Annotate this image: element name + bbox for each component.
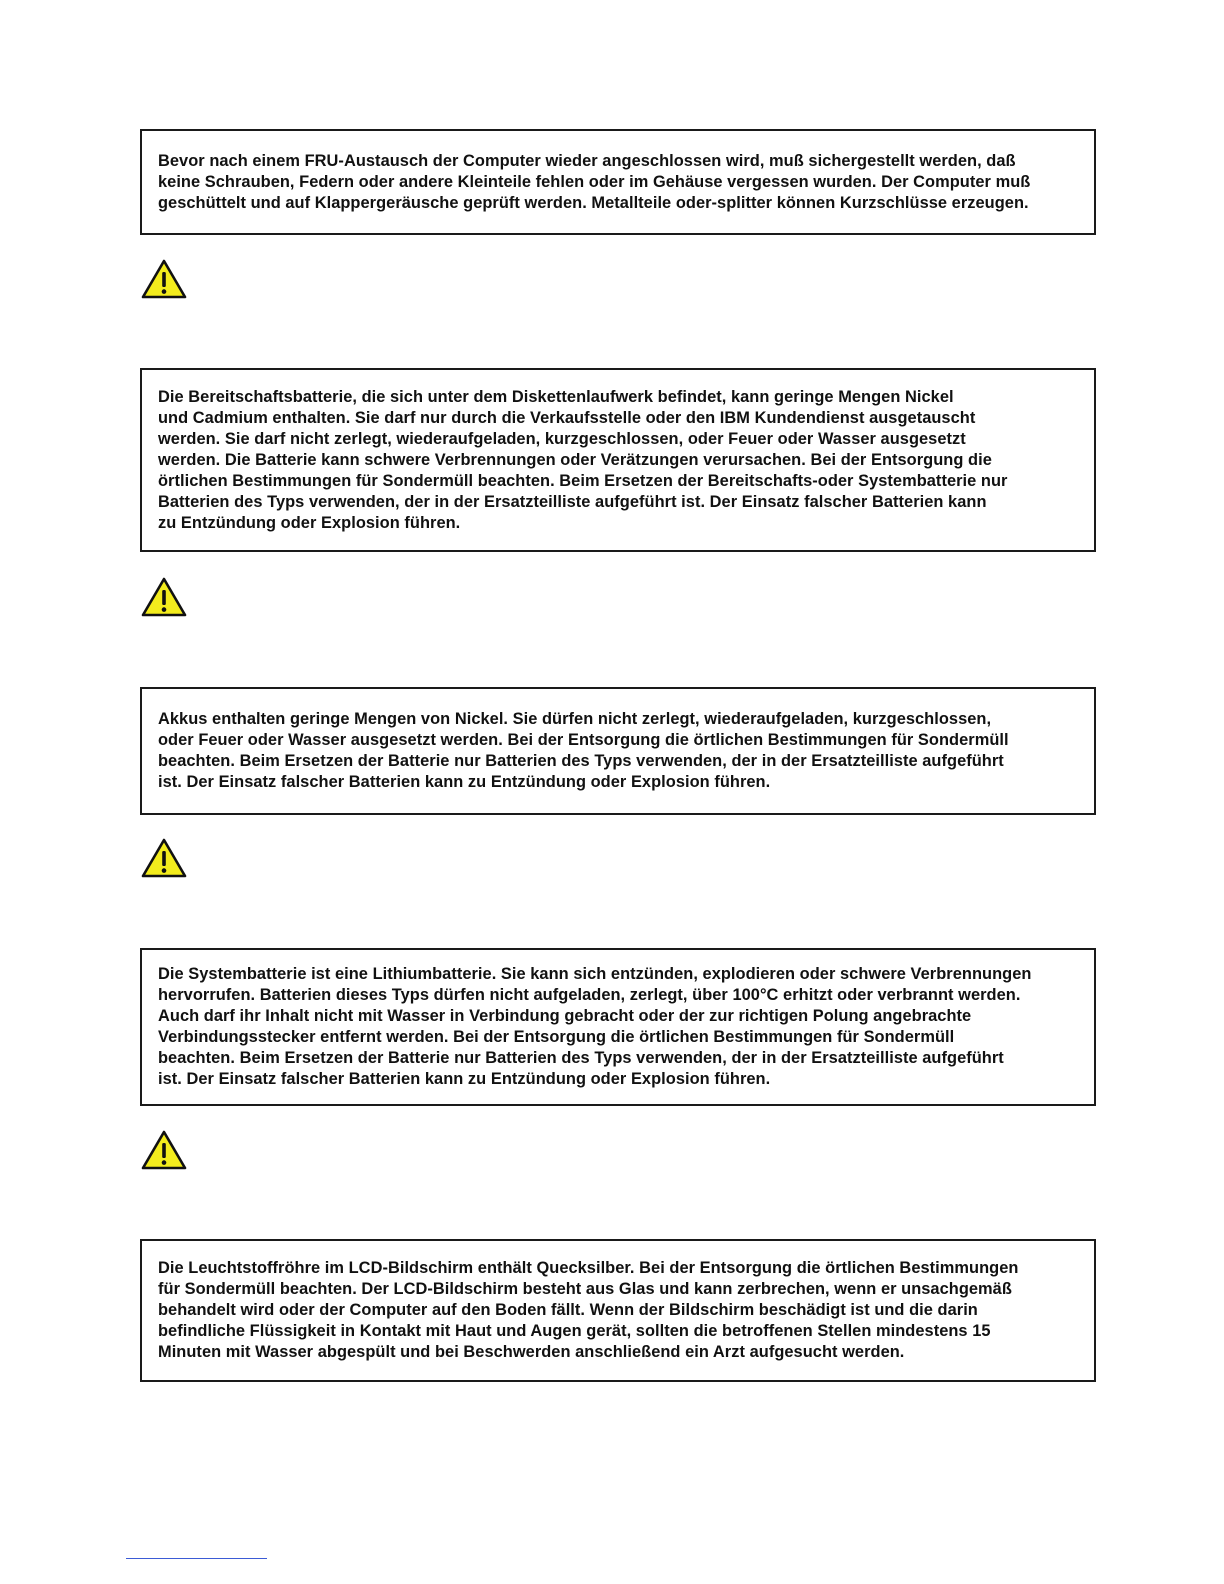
notice-line: beachten. Beim Ersetzen der Batterie nur Batterien des Typs verwenden, der in der Ersatzteilliste aufgeführt <box>158 1049 1004 1067</box>
footer-rule <box>126 1558 267 1559</box>
notice-line: für Sondermüll beachten. Der LCD-Bildschirm besteht aus Glas und kann zerbrechen, wenn er unsachgemäß <box>158 1280 1012 1298</box>
warning-triangle-icon <box>140 576 188 618</box>
notice-lcd-mercury <box>140 1239 1096 1382</box>
notice-fru-replacement <box>140 129 1096 235</box>
notice-lithium-system-battery <box>140 948 1096 1106</box>
notice-line: keine Schrauben, Federn oder andere Kleinteile fehlen oder im Gehäuse vergessen wurden. Der Computer muß <box>158 172 1031 191</box>
warning-triangle-icon <box>140 258 188 300</box>
notice-line: Die Systembatterie ist eine Lithiumbatterie. Sie kann sich entzünden, explodieren oder schwere Verbrennungen <box>158 965 1032 983</box>
notice-line: behandelt wird oder der Computer auf den Boden fällt. Wenn der Bildschirm beschädigt ist und die darin <box>158 1301 978 1319</box>
notice-line: befindliche Flüssigkeit in Kontakt mit Haut und Augen gerät, sollten die betroffenen Stellen mindestens 15 <box>158 1322 991 1340</box>
notice-line: oder Feuer oder Wasser ausgesetzt werden. Bei der Entsorgung die örtlichen Bestimmungen für Sondermüll <box>158 731 1009 749</box>
notice-line: ist. Der Einsatz falscher Batterien kann zu Entzündung oder Explosion führen. <box>158 773 771 791</box>
notice-line: beachten. Beim Ersetzen der Batterie nur Batterien des Typs verwenden, der in der Ersatzteilliste aufgeführt <box>158 752 1004 770</box>
notice-line: örtlichen Bestimmungen für Sondermüll beachten. Beim Ersetzen der Bereitschafts-oder Systembatterie nur <box>158 471 1008 490</box>
warning-triangle-icon <box>140 1129 188 1171</box>
notice-line: und Cadmium enthalten. Sie darf nur durch die Verkaufsstelle oder den IBM Kundendienst ausgetauscht <box>158 408 976 427</box>
notice-line: geschüttelt und auf Klappergeräusche geprüft werden. Metallteile oder-splitter können Kurzschlüsse erzeugen. <box>158 193 1029 212</box>
notice-line: zu Entzündung oder Explosion führen. <box>158 513 461 532</box>
notice-line: werden. Die Batterie kann schwere Verbrennungen oder Verätzungen verursachen. Bei der Entsorgung die <box>158 450 992 469</box>
notice-line: Bevor nach einem FRU-Austausch der Computer wieder angeschlossen wird, muß sichergestellt werden, daß <box>158 151 1016 170</box>
notice-line: Verbindungsstecker entfernt werden. Bei der Entsorgung die örtlichen Bestimmungen für Sondermüll <box>158 1028 955 1046</box>
notice-rechargeable-batteries <box>140 687 1096 815</box>
notice-line: Akkus enthalten geringe Mengen von Nickel. Sie dürfen nicht zerlegt, wiederaufgeladen, kurzgeschlossen, <box>158 710 992 728</box>
notice-line: hervorrufen. Batterien dieses Typs dürfen nicht aufgeladen, zerlegt, über 100°C erhitzt oder verbrannt werden. <box>158 986 1021 1004</box>
notice-line: Minuten mit Wasser abgespült und bei Beschwerden anschließend ein Arzt aufgesucht werden. <box>158 1343 905 1361</box>
notice-line: Batterien des Typs verwenden, der in der Ersatzteilliste aufgeführt ist. Der Einsatz falscher Batterien kann <box>158 492 987 511</box>
notice-line: ist. Der Einsatz falscher Batterien kann zu Entzündung oder Explosion führen. <box>158 1070 771 1088</box>
notice-line: werden. Sie darf nicht zerlegt, wiederaufgeladen, kurzgeschlossen, oder Feuer oder Wasser ausgesetzt <box>158 429 966 448</box>
warning-triangle-icon <box>140 837 188 879</box>
notice-standby-battery <box>140 368 1096 552</box>
notice-line: Die Leuchtstoffröhre im LCD-Bildschirm enthält Quecksilber. Bei der Entsorgung die örtlichen Bestimmungen <box>158 1259 1019 1277</box>
notice-line: Die Bereitschaftsbatterie, die sich unter dem Diskettenlaufwerk befindet, kann geringe Mengen Nickel <box>158 387 954 406</box>
notice-line: Auch darf ihr Inhalt nicht mit Wasser in Verbindung gebracht oder der zur richtigen Polung angebrachte <box>158 1007 972 1025</box>
